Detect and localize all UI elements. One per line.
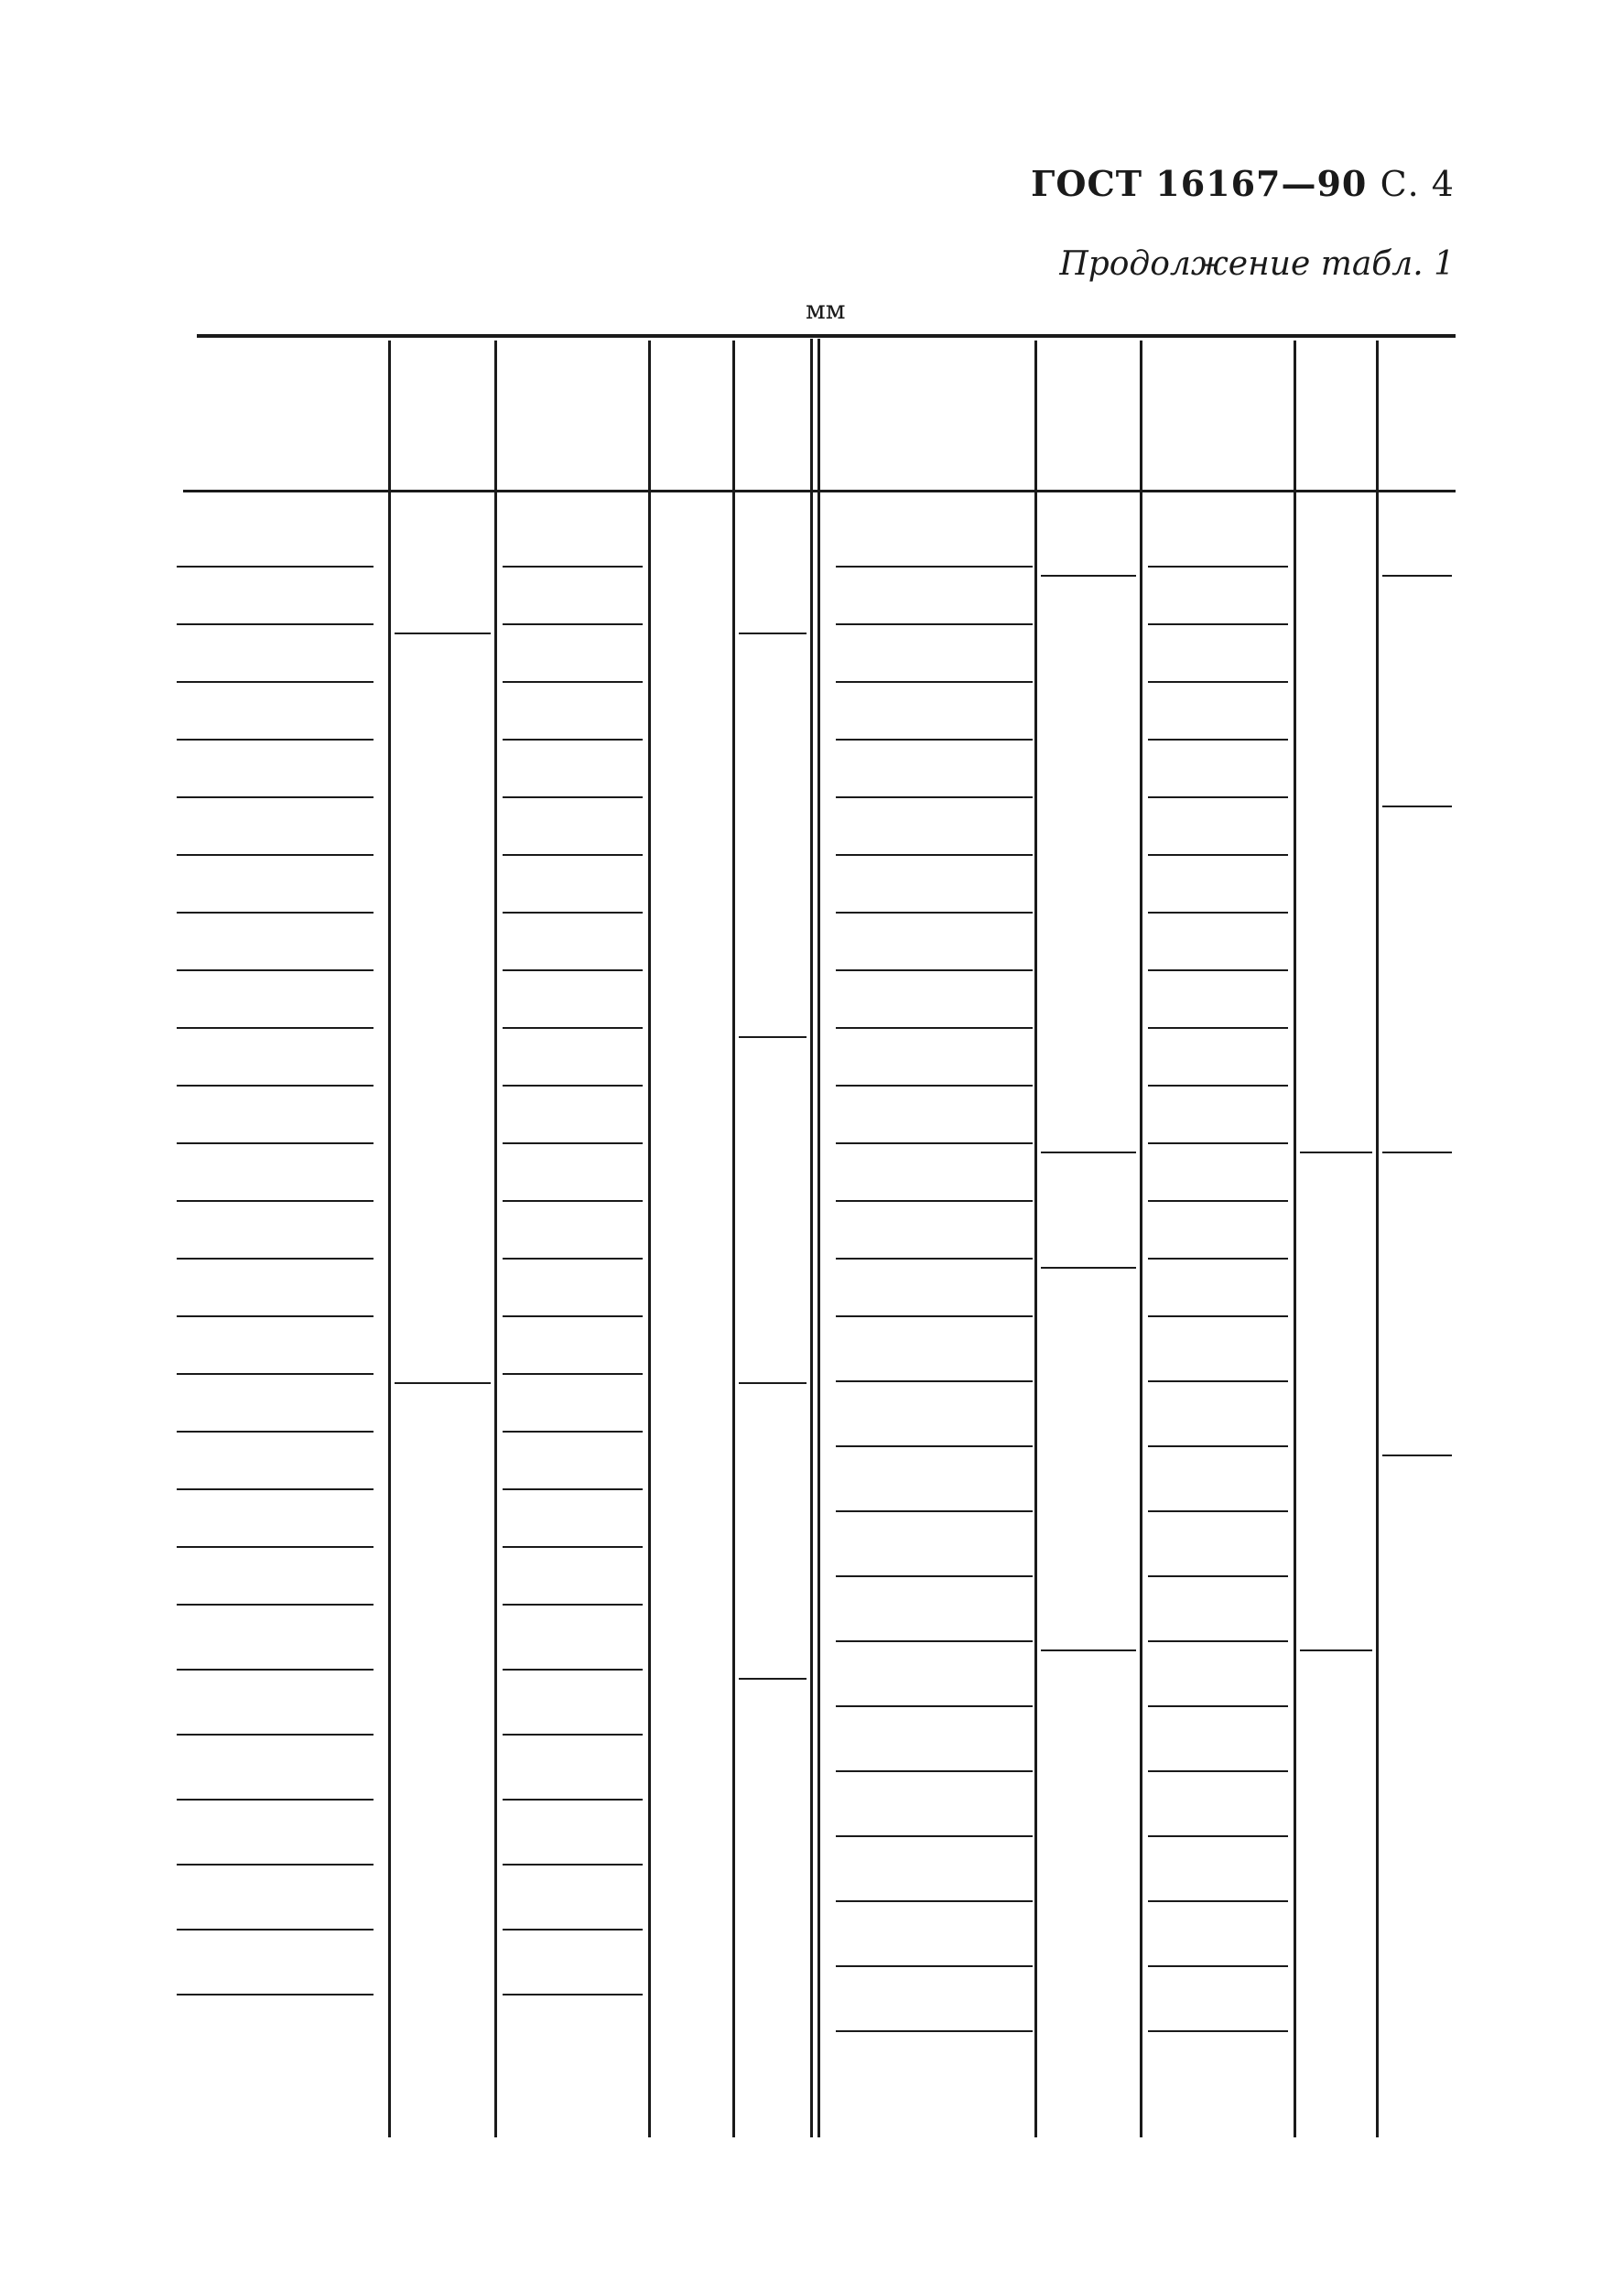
column-divider [817,339,820,2137]
page-number: С. 4 [1380,164,1455,204]
right-d-cell [1037,1193,1140,1229]
left-t-cell [497,1508,648,1544]
right-d-group-divider [1041,1152,1136,1153]
left-designation-underline [177,1142,374,1144]
right-t-cell [1142,1732,1294,1768]
right-x-cell [1379,1767,1456,1803]
right-t-underline [1148,969,1288,971]
right-d-cell [1037,529,1140,566]
left-t-underline [503,1546,643,1548]
right-h-cell [1296,1384,1376,1421]
left-d-group-divider [395,633,491,634]
right-t-underline [1148,1027,1288,1029]
left-x-cell [735,558,810,595]
left-t-underline [503,969,643,971]
left-designation-underline [177,1488,374,1490]
column-divider [1376,341,1379,2137]
column-divider [648,341,651,2137]
right-t-cell [1142,1602,1294,1638]
right-t-underline [1148,1142,1288,1144]
left-designation-underline [177,1315,374,1317]
table-top-rule [197,334,1456,338]
right-t-cell [1142,527,1294,564]
right-x-group-divider [1382,806,1452,807]
left-x-cell [735,817,810,854]
left-designation-underline [177,796,374,798]
right-t-underline [1148,854,1288,856]
left-t-cell [497,2020,648,2057]
left-designation-underline [177,1799,374,1801]
standard-number: ГОСТ 16167—90 [1031,163,1368,204]
left-designation-underline [177,1546,374,1548]
right-t-cell [1142,873,1294,910]
left-designation-underline [177,1085,374,1087]
right-designation-underline [836,1142,1033,1144]
left-t-cell [497,1565,648,1602]
right-designation-underline [836,1380,1033,1382]
left-t-underline [503,739,643,741]
right-t-cell [1142,931,1294,968]
right-t-cell [1142,1104,1294,1141]
left-designation-underline [177,1604,374,1606]
right-designation-underline [836,566,1033,568]
right-t-cell [1142,1407,1294,1444]
right-designation-underline [836,1835,1033,1837]
right-h-cell [1296,1864,1376,1900]
unit-label: мм [806,295,846,325]
right-t-underline [1148,912,1288,914]
right-t-underline [1148,1445,1288,1447]
left-d-cell [391,990,494,1027]
right-x-cell [1379,1286,1456,1323]
left-designation-underline [177,1929,374,1931]
left-designation-underline [177,1258,374,1260]
left-t-underline [503,912,643,914]
left-t-cell [497,585,648,622]
left-designation-underline [177,739,374,741]
left-x-group-divider [739,1678,807,1680]
left-t-cell [497,643,648,679]
right-t-underline [1148,1510,1288,1512]
right-designation-underline [836,854,1033,856]
right-designation-underline [836,1640,1033,1642]
right-h-group-divider [1300,1152,1372,1153]
left-t-underline [503,623,643,625]
right-h-group-divider [1300,1649,1372,1651]
right-designation-underline [836,1900,1033,1902]
right-d-group-divider [1041,1649,1136,1651]
right-t-cell [1142,1277,1294,1314]
right-t-underline [1148,1965,1288,1967]
left-t-cell [497,816,648,852]
right-t-underline [1148,681,1288,683]
right-designation-underline [836,912,1033,914]
right-t-underline [1148,1380,1288,1382]
right-x-cell [1379,529,1456,566]
right-t-cell [1142,1342,1294,1379]
left-t-cell [497,1760,648,1797]
right-designation-underline [836,2030,1033,2032]
left-designation-underline [177,1669,374,1671]
right-x-group-divider [1382,1152,1452,1153]
right-t-underline [1148,1640,1288,1642]
left-t-cell [497,527,648,564]
left-t-cell [497,1162,648,1198]
right-x-group-divider [1382,1455,1452,1456]
left-t-cell [497,758,648,795]
right-t-underline [1148,1835,1288,1837]
left-designation-underline [177,854,374,856]
right-d-cell [1037,1442,1140,1478]
left-d-group-divider [395,1382,491,1384]
right-t-cell [1142,989,1294,1025]
left-t-cell [497,1335,648,1371]
left-t-cell [497,1450,648,1487]
right-t-underline [1148,1575,1288,1577]
left-t-cell [497,1955,648,1992]
right-t-underline [1148,1900,1288,1902]
left-t-underline [503,1200,643,1202]
right-t-underline [1148,1200,1288,1202]
right-designation-underline [836,739,1033,741]
left-t-underline [503,1864,643,1866]
left-d-cell [391,1708,494,1745]
right-designation-underline [836,1315,1033,1317]
right-designation-underline [836,1445,1033,1447]
left-t-underline [503,1929,643,1931]
left-t-cell [497,1695,648,1732]
left-h-cell [651,1276,732,1313]
left-t-underline [503,1373,643,1375]
right-d-cell [1037,847,1140,883]
right-designation-underline [836,969,1033,971]
left-t-cell [497,989,648,1025]
right-designation-underline [836,681,1033,683]
left-t-underline [503,1315,643,1317]
left-designation-underline [177,681,374,683]
right-t-cell [1142,1162,1294,1198]
left-t-underline [503,796,643,798]
right-t-underline [1148,2030,1288,2032]
left-t-underline [503,1142,643,1144]
left-designation-underline [177,1994,374,1995]
left-x-group-divider [739,633,807,634]
left-t-underline [503,1799,643,1801]
left-x-cell [735,1513,810,1550]
left-x-group-divider [739,1382,807,1384]
left-designation-underline [177,912,374,914]
left-t-underline [503,1027,643,1029]
right-t-cell [1142,1472,1294,1509]
right-designation-underline [836,1705,1033,1707]
right-x-cell [1379,674,1456,710]
right-t-underline [1148,1315,1288,1317]
right-t-cell [1142,643,1294,679]
right-t-cell [1142,700,1294,737]
right-t-underline [1148,623,1288,625]
left-designation-underline [177,1864,374,1866]
left-x-group-divider [739,1036,807,1038]
right-t-cell [1142,758,1294,795]
left-t-cell [497,1219,648,1256]
left-t-underline [503,681,643,683]
right-designation-underline [836,1085,1033,1087]
right-designation-underline [836,1027,1033,1029]
right-d-group-divider [1041,1267,1136,1269]
right-t-underline [1148,796,1288,798]
right-designation-underline [836,1200,1033,1202]
right-t-cell [1142,1219,1294,1256]
right-t-cell [1142,1862,1294,1898]
right-d-cell [1037,1864,1140,1900]
left-t-underline [503,1669,643,1671]
table-continuation-caption: Продолжение табл. 1 [1059,245,1455,283]
left-t-cell [497,1392,648,1429]
right-x-cell [1379,962,1456,999]
right-t-underline [1148,566,1288,568]
left-designation-underline [177,969,374,971]
left-d-cell [391,558,494,595]
left-designation-underline [177,1200,374,1202]
right-t-cell [1142,2057,1294,2093]
right-designation-underline [836,1258,1033,1260]
left-designation-underline [177,623,374,625]
right-designation-underline [836,1510,1033,1512]
left-t-cell [497,1630,648,1667]
column-divider [810,339,813,2137]
right-t-cell [1142,1667,1294,1703]
right-designation-underline [836,1965,1033,1967]
left-t-cell [497,700,648,737]
left-t-underline [503,1258,643,1260]
right-t-underline [1148,1770,1288,1772]
left-designation-underline [177,566,374,568]
left-t-cell [497,931,648,968]
left-x-cell [735,1860,810,1897]
left-t-underline [503,1488,643,1490]
left-designation-underline [177,1373,374,1375]
left-t-cell [497,1277,648,1314]
left-t-underline [503,1085,643,1087]
right-designation-underline [836,796,1033,798]
left-t-underline [503,1734,643,1736]
right-designation-underline [836,1770,1033,1772]
left-t-cell [497,1104,648,1141]
right-t-underline [1148,1258,1288,1260]
left-t-underline [503,1431,643,1433]
right-t-cell [1142,1797,1294,1833]
left-x-cell [735,1193,810,1229]
right-t-underline [1148,1705,1288,1707]
right-t-cell [1142,1046,1294,1083]
right-t-cell [1142,585,1294,622]
right-d-group-divider [1041,575,1136,577]
right-t-underline [1148,1085,1288,1087]
right-t-cell [1142,816,1294,852]
right-h-cell [1296,817,1376,854]
column-divider [388,341,391,2137]
right-designation-underline [836,1575,1033,1577]
left-t-underline [503,1604,643,1606]
left-t-cell [497,1825,648,1862]
left-t-underline [503,566,643,568]
right-t-cell [1142,1537,1294,1574]
page-header [1031,163,1455,204]
right-x-group-divider [1382,575,1452,577]
left-t-cell [497,1046,648,1083]
right-t-underline [1148,739,1288,741]
left-t-cell [497,1890,648,1927]
left-t-cell [497,873,648,910]
right-designation-underline [836,623,1033,625]
left-t-underline [503,854,643,856]
left-designation-underline [177,1431,374,1433]
left-designation-underline [177,1027,374,1029]
right-t-cell [1142,1927,1294,1963]
left-designation-underline [177,1734,374,1736]
right-t-cell [1142,1992,1294,2028]
left-t-underline [503,1994,643,1995]
